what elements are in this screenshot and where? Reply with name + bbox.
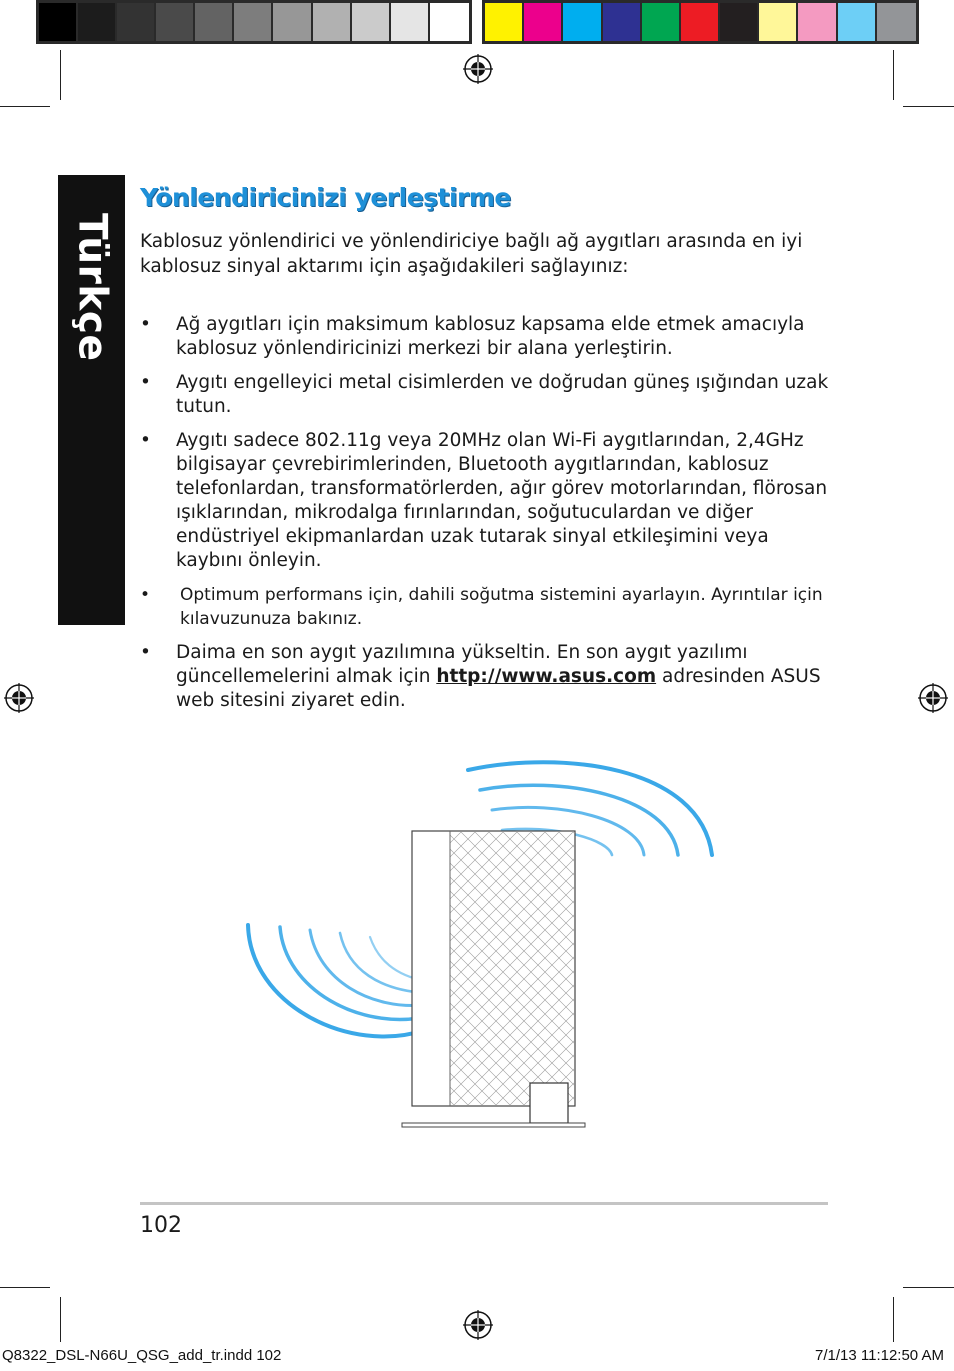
list-item xyxy=(140,583,840,631)
color-swatch xyxy=(117,3,156,41)
router-icon xyxy=(402,831,585,1127)
color-swatch xyxy=(78,3,117,41)
crop-mark xyxy=(903,106,954,107)
crop-mark xyxy=(893,50,894,100)
crop-mark xyxy=(893,1297,894,1342)
list-item-text: adresinden ASUS web sitesini ziyaret edin. xyxy=(176,666,821,711)
bullet-marker: • xyxy=(140,642,151,663)
print-slug-date: 7/1/13 11:12:50 AM xyxy=(815,1347,944,1364)
crop-mark xyxy=(60,50,61,100)
bullet-marker: • xyxy=(140,430,151,451)
color-swatch xyxy=(313,3,352,41)
process-color-bar xyxy=(482,0,919,44)
list-item xyxy=(140,429,840,573)
list-item-text: Optimum performans için, dahili soğutma sistemini ayarlayın. Ayrıntılar için kılavuzunuza bakınız. xyxy=(180,585,823,629)
bullet-marker: • xyxy=(140,585,151,605)
color-swatch xyxy=(603,3,642,41)
color-swatch xyxy=(352,3,391,41)
crop-mark xyxy=(0,1287,50,1288)
router-placement-illustration xyxy=(230,755,730,1135)
list-item xyxy=(140,313,840,361)
bullet-marker: • xyxy=(140,372,151,393)
registration-target-icon xyxy=(463,54,493,84)
color-swatch xyxy=(720,3,759,41)
list-item xyxy=(140,641,840,713)
list-item-text: Aygıtı engelleyici metal cisimlerden ve doğrudan güneş ışığından uzak tutun. xyxy=(176,372,829,417)
color-swatch xyxy=(877,3,916,41)
color-swatch xyxy=(485,3,524,41)
crop-mark xyxy=(60,1297,61,1342)
color-swatch xyxy=(273,3,312,41)
color-swatch xyxy=(234,3,273,41)
color-swatch xyxy=(759,3,798,41)
language-label: Türkçe xyxy=(69,213,114,362)
section-heading: Yönlendiricinizi yerleştirme xyxy=(140,183,511,212)
grayscale-color-bar xyxy=(36,0,472,44)
color-swatch xyxy=(642,3,681,41)
color-swatch xyxy=(681,3,720,41)
list-item xyxy=(140,371,840,419)
registration-target-icon xyxy=(4,683,34,713)
color-swatch xyxy=(524,3,563,41)
color-swatch xyxy=(39,3,78,41)
page-number: 102 xyxy=(140,1213,182,1238)
color-swatch xyxy=(391,3,430,41)
print-slug-file: Q8322_DSL-N66U_QSG_add_tr.indd 102 xyxy=(2,1347,282,1364)
intro-paragraph: Kablosuz yönlendirici ve yönlendiriciye bağlı ağ aygıtları arasında en iyi kablosuz sinyal aktarımı için aşağıdakileri sağlayınız: xyxy=(140,231,803,277)
crop-mark xyxy=(0,106,50,107)
crop-mark xyxy=(903,1287,954,1288)
color-swatch xyxy=(798,3,837,41)
asus-website-link[interactable]: http://www.asus.com xyxy=(436,666,657,687)
list-item-text: Ağ aygıtları için maksimum kablosuz kapsama elde etmek amacıyla kablosuz yönlendiricinizi merkezi bir alana yerleştirin. xyxy=(176,314,805,359)
placement-tips-list xyxy=(140,313,840,723)
footer-rule xyxy=(140,1202,828,1205)
color-swatch xyxy=(156,3,195,41)
list-item-text: Aygıtı sadece 802.11g veya 20MHz olan Wi-Fi aygıtlarından, 2,4GHz bilgisayar çevrebirimlerinden, Bluetooth aygıtlarından, kablosuz telefonlardan, transformatörlerden, ağır görev motorlarından, flörosan ışıklarından, mikrodalga fırınlarından, soğutuculardan ve diğer endüstriyel ekipmanlardan uzak tutarak sinyal etkileşimini veya kaybını önleyin. xyxy=(176,430,828,571)
color-swatch xyxy=(195,3,234,41)
color-swatch xyxy=(563,3,602,41)
registration-target-icon xyxy=(918,683,948,713)
list-item-text: Daima en son aygıt yazılımına yükseltin. En son aygıt yazılımı güncellemelerini almak için xyxy=(176,642,748,687)
language-side-tab xyxy=(58,175,125,625)
registration-target-icon xyxy=(463,1310,493,1340)
wifi-waves-left-icon xyxy=(248,925,425,1036)
bullet-marker: • xyxy=(140,314,151,335)
color-swatch xyxy=(430,3,469,41)
color-swatch xyxy=(838,3,877,41)
